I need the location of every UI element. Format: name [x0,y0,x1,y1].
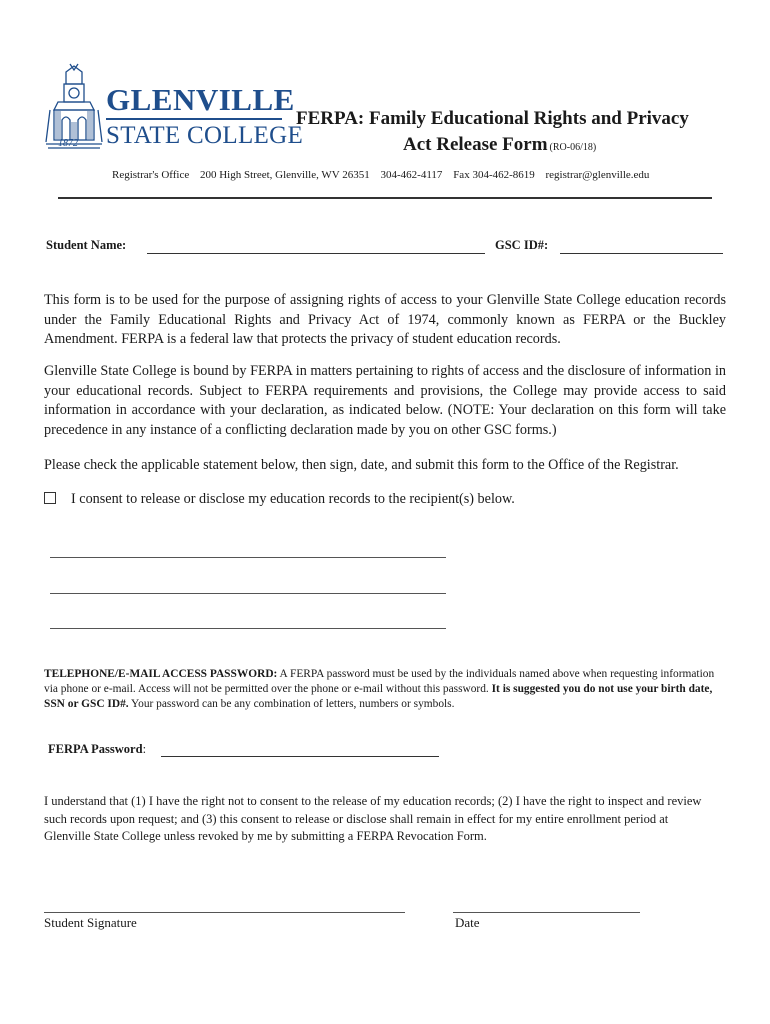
ferpa-password-colon: : [142,742,147,756]
contact-email: registrar@glenville.edu [545,169,650,181]
date-label: Date [455,915,480,930]
contact-phone: 304-462-4117 [380,169,443,181]
date-field[interactable] [453,912,640,913]
contact-address: 200 High Street, Glenville, WV 26351 [199,169,370,181]
contact-fax: Fax 304-462-8619 [453,169,535,181]
purpose-paragraph: This form is to be used for the purpose of assigning rights of access to your Glenville State College education records under the Family Educational Rights and Privacy Act of 1974, commonly known as FERPA or the Buckley Amendment. FERPA is a federal law that protects the privacy of student education records. [44,292,726,347]
college-logo [44,62,304,154]
password-instructions [44,667,728,712]
student-signature-field[interactable] [44,912,405,913]
student-name-label: Student Name: [46,238,127,252]
password-heading: TELEPHONE/E-MAIL ACCESS PASSWORD: [44,668,278,680]
ferpa-password-label-text: FERPA Password [48,742,143,756]
student-signature-label: Student Signature [44,915,137,930]
logo-founding-year: 1872 [58,138,78,149]
logo-wordmark-line1: GLENVILLE [106,82,295,117]
consent-option[interactable] [44,491,515,508]
recipient-field-2[interactable] [50,593,446,594]
consent-label: I consent to release or disclose my education records to the recipient(s) below. [71,491,515,507]
form-title-line1: FERPA: Family Educational Rights and Privacy [296,108,689,129]
recipient-field-3[interactable] [50,628,446,629]
student-name-field[interactable] [147,253,485,254]
password-text-1: A FERPA password must be used by the individuals named above when requesting information via phone or e-mail. Access will not be permitted over the phone or e-mail without this password. [44,668,715,695]
rights-acknowledgement: I understand that (1) I have the right not to consent to the release of my education records; (2) I have the right to inspect and review such records upon request; and (3) this consent to release or disclose shall remain in effect for my entire enrollment period at Glenville State College unless revoked by me by submitting a FERPA Revocation Form. [44,794,702,843]
consent-checkbox[interactable] [44,492,56,504]
password-warning: It is suggested you do not use your birth date, SSN or GSC ID#. [44,683,713,710]
recipient-field-1[interactable] [50,557,446,558]
contact-office: Registrar's Office [112,169,190,181]
form-title-text: Act Release Form [403,134,548,155]
gsc-id-field[interactable] [560,253,723,254]
form-title-line2 [403,134,596,156]
logo-divider [106,118,282,120]
ferpa-password-field[interactable] [161,756,439,757]
registrar-contact [112,169,657,181]
form-code: (RO-06/18) [549,142,597,153]
gsc-id-label: GSC ID#: [495,238,549,252]
password-text-2: Your password can be any combination of letters, numbers or symbols. [128,698,455,710]
header-divider [58,197,712,199]
logo-wordmark-line2: STATE COLLEGE [106,122,304,149]
instructions-paragraph: Please check the applicable statement below, then sign, date, and submit this form to the Office of the Registrar. [44,457,679,473]
bound-by-ferpa-paragraph: Glenville State College is bound by FERPA in matters pertaining to rights of access and the disclosure of information in your educational records. Subject to FERPA requirements and provisions, the College may provide access to said information in accordance with your declaration, as indicated below. (NOTE: Your declaration on this form will take precedence in any instance of a conflicting declaration made by you on other GSC forms.) [44,363,726,438]
ferpa-password-label [48,742,146,757]
